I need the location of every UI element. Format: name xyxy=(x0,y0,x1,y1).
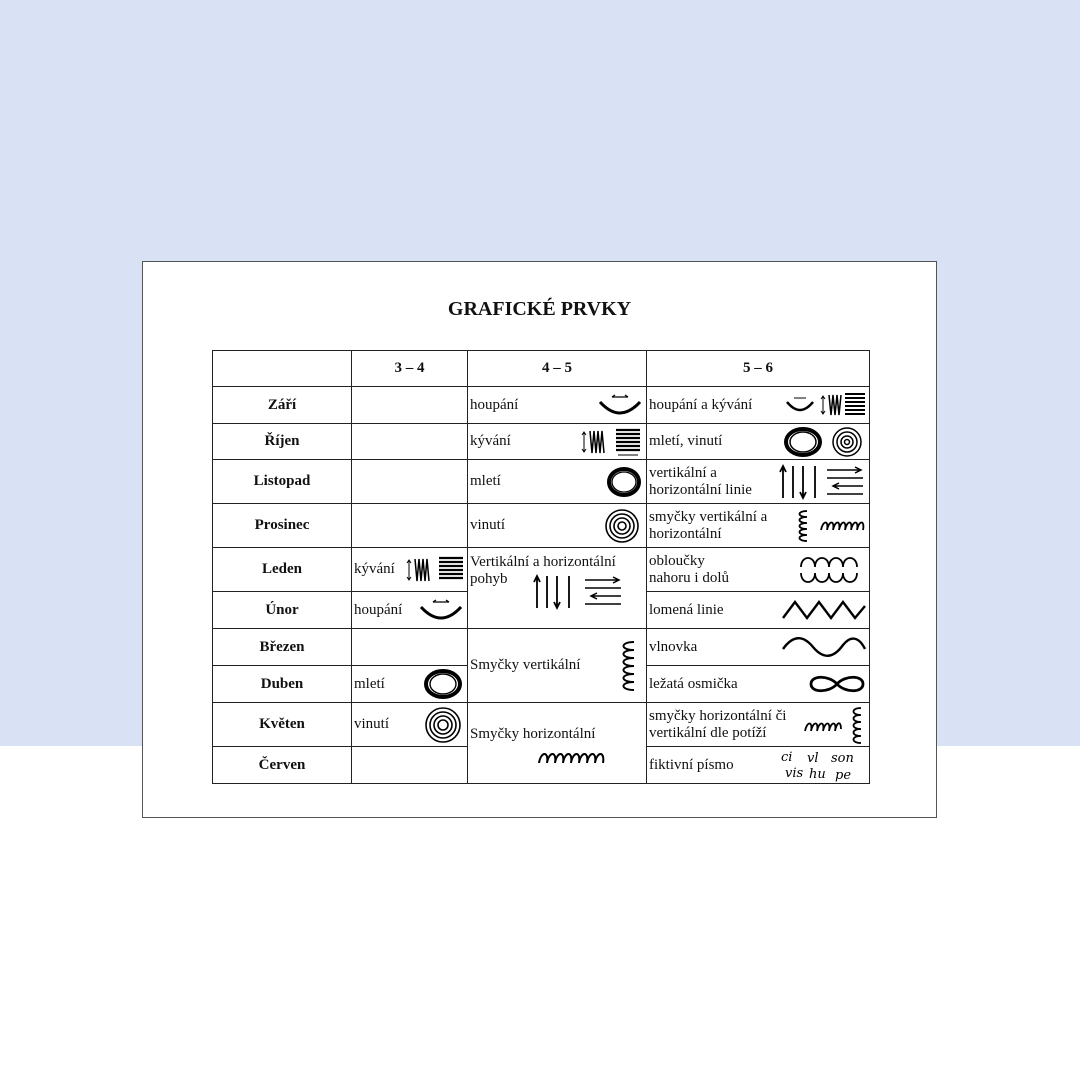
cell-text-line-2: horizontální linie xyxy=(649,481,752,498)
circle-scribble-icon xyxy=(604,466,644,498)
month-label: Květen xyxy=(213,703,352,747)
cell-text: vinutí xyxy=(354,716,390,733)
cell-text: houpání xyxy=(354,601,403,618)
table-cell-merged xyxy=(468,629,647,703)
script-glyph: pe xyxy=(835,768,852,782)
column-header-empty xyxy=(213,351,352,387)
cell-text-line-1: vertikální a xyxy=(649,465,717,481)
swing-icon xyxy=(596,390,644,420)
script-glyph: son xyxy=(831,751,854,766)
month-label: Leden xyxy=(213,548,352,592)
cell-text-line-2: vertikální dle potíží xyxy=(649,724,767,741)
month-label: Červen xyxy=(213,747,352,784)
lying-eight-icon xyxy=(807,673,867,695)
table-cell xyxy=(647,629,870,666)
cell-text: fiktivní písmo xyxy=(649,756,734,773)
script-glyph: vis xyxy=(785,766,804,781)
rocking-icon xyxy=(819,390,867,420)
horizontal-loops-icon xyxy=(803,715,843,735)
month-label: Září xyxy=(213,387,352,424)
cell-text: mletí xyxy=(470,473,501,490)
table-cell xyxy=(352,703,468,747)
vertical-horizontal-lines-icon xyxy=(529,572,625,612)
fictive-script-icon xyxy=(775,748,867,782)
table-cell xyxy=(352,548,468,592)
empty-cell xyxy=(352,387,468,424)
cell-text-line-2: horizontální xyxy=(649,525,722,542)
spiral-icon xyxy=(827,426,867,458)
rocking-icon xyxy=(405,554,465,586)
table-cell-merged xyxy=(468,703,647,784)
cell-text: vlnovka xyxy=(649,638,698,655)
table-row xyxy=(213,387,870,424)
table-cell xyxy=(647,424,870,460)
table-cell xyxy=(647,747,870,784)
horizontal-loops-icon xyxy=(819,516,867,536)
vertical-loops-icon xyxy=(793,508,815,544)
table-cell xyxy=(647,548,870,592)
table-cell xyxy=(647,460,870,504)
document-sheet xyxy=(142,261,937,818)
table-row xyxy=(213,460,870,504)
column-header-3-4: 3 – 4 xyxy=(352,351,468,387)
script-glyph: hu xyxy=(809,767,826,782)
empty-cell xyxy=(352,504,468,548)
table-cell xyxy=(468,424,647,460)
table-cell xyxy=(352,666,468,703)
month-label: Březen xyxy=(213,629,352,666)
cell-text: houpání a kývání xyxy=(649,396,753,413)
header-row xyxy=(213,351,870,387)
table-row xyxy=(213,703,870,747)
cell-text-line-1: smyčky vertikální a xyxy=(649,509,768,525)
month-label: Prosinec xyxy=(213,504,352,548)
cell-text: kývání xyxy=(470,433,511,450)
month-label: Duben xyxy=(213,666,352,703)
empty-cell xyxy=(352,747,468,784)
table-cell xyxy=(647,703,870,747)
document-title: GRAFICKÉ PRVKY xyxy=(447,298,632,320)
swing-icon xyxy=(417,595,465,625)
vertical-loops-icon xyxy=(847,705,867,745)
spiral-icon xyxy=(421,706,465,744)
horizontal-loops-icon xyxy=(537,747,607,769)
cell-text: mletí, vinutí xyxy=(649,433,723,450)
cell-text: houpání xyxy=(470,396,519,413)
swing-icon xyxy=(785,394,815,416)
cell-text: lomená linie xyxy=(649,601,724,618)
wave-icon xyxy=(781,635,867,659)
month-label: Listopad xyxy=(213,460,352,504)
empty-cell xyxy=(352,629,468,666)
table-cell xyxy=(647,387,870,424)
script-glyph: ci xyxy=(781,750,793,765)
cell-text-line-1: smyčky horizontální či xyxy=(649,708,787,724)
zigzag-icon xyxy=(781,598,867,622)
table-cell xyxy=(468,387,647,424)
month-label: Únor xyxy=(213,592,352,629)
table-cell xyxy=(647,666,870,703)
table-cell-merged xyxy=(468,548,647,629)
cell-text: vinutí xyxy=(470,517,506,534)
cell-text-line-2: pohyb xyxy=(470,571,508,587)
table-row xyxy=(213,548,870,592)
cell-text-line-1: Vertikální a horizontální xyxy=(470,554,616,570)
table-cell xyxy=(647,504,870,548)
cell-text: mletí xyxy=(354,675,385,692)
table-row xyxy=(213,504,870,548)
cell-text-line-2: nahoru i dolů xyxy=(649,569,729,586)
table-row xyxy=(213,629,870,666)
column-header-4-5: 4 – 5 xyxy=(468,351,647,387)
cell-text: ležatá osmička xyxy=(649,675,738,692)
rocking-icon xyxy=(580,426,644,458)
table-cell xyxy=(468,460,647,504)
script-glyph: vl xyxy=(807,751,819,766)
arches-icon xyxy=(797,551,867,589)
month-label: Říjen xyxy=(213,424,352,460)
cell-text: Smyčky horizontální xyxy=(470,725,596,742)
circle-scribble-icon xyxy=(783,426,823,458)
cell-text: Smyčky vertikální xyxy=(470,657,581,674)
table-row xyxy=(213,424,870,460)
table-cell xyxy=(352,592,468,629)
cell-text: kývání xyxy=(354,561,395,578)
graphic-elements-table xyxy=(212,350,870,784)
empty-cell xyxy=(352,424,468,460)
table-cell xyxy=(647,592,870,629)
vertical-horizontal-lines-icon xyxy=(775,462,867,502)
spiral-icon xyxy=(600,508,644,544)
column-header-5-6: 5 – 6 xyxy=(647,351,870,387)
cell-text-line-1: obloučky xyxy=(649,553,705,569)
table-cell xyxy=(468,504,647,548)
vertical-loops-icon xyxy=(614,638,644,694)
empty-cell xyxy=(352,460,468,504)
circle-scribble-icon xyxy=(421,668,465,700)
